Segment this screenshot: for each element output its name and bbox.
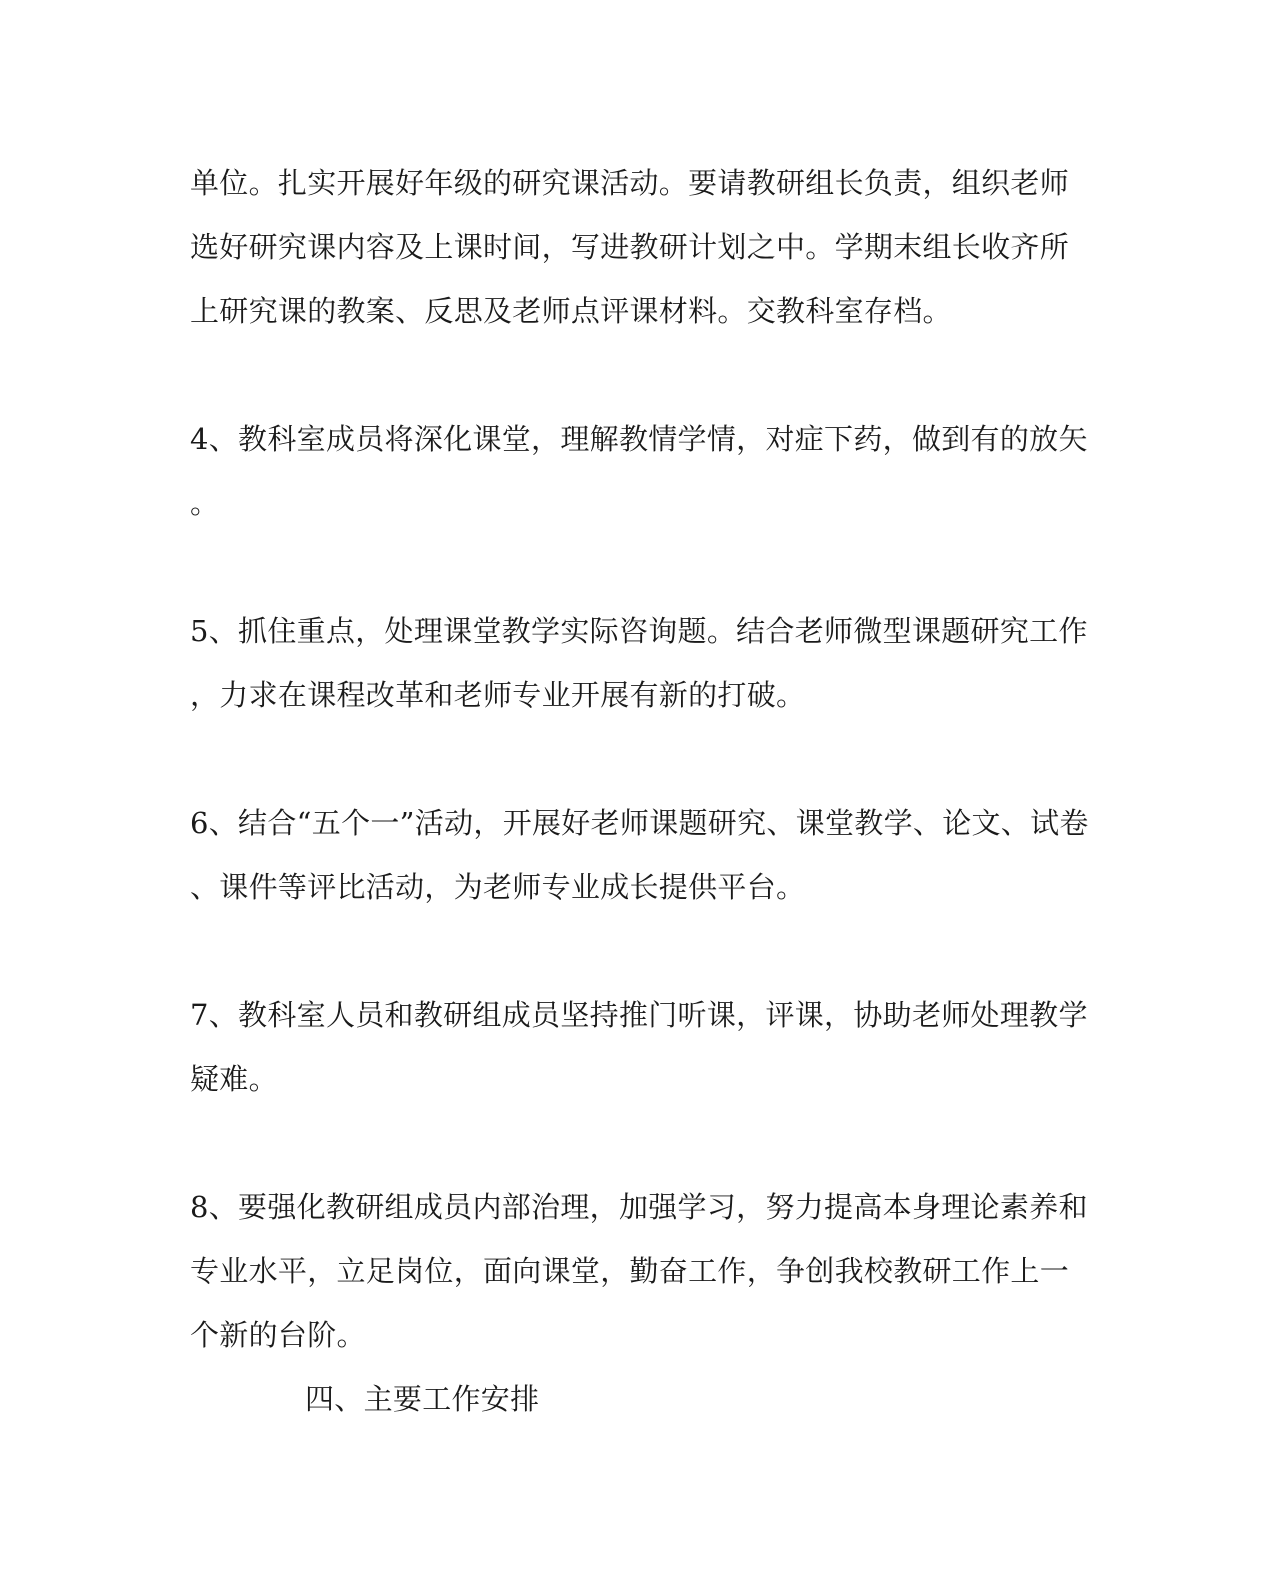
paragraph-7-line-1: 7、教科室人员和教研组成员坚持推门听课，评课，协助老师处理教学 <box>190 998 1088 1032</box>
section-heading: 四、主要工作安排 <box>305 1382 540 1416</box>
paragraph-5-line-2: ，力求在课程改革和老师专业开展有新的打破。 <box>190 678 806 712</box>
paragraph-6-line-2: 、课件等评比活动，为老师专业成长提供平台。 <box>190 870 806 904</box>
paragraph-4-line-2: 。 <box>190 486 220 520</box>
paragraph-1-line-3: 上研究课的教案、反思及老师点评课材料。交教科室存档。 <box>190 294 952 328</box>
paragraph-1-line-2: 选好研究课内容及上课时间，写进教研计划之中。学期末组长收齐所 <box>190 230 1070 264</box>
paragraph-7-line-2: 疑难。 <box>190 1062 278 1096</box>
paragraph-5-line-1: 5、抓住重点，处理课堂教学实际咨询题。结合老师微型课题研究工作 <box>190 614 1088 648</box>
paragraph-8-line-1: 8、要强化教研组成员内部治理，加强学习，努力提高本身理论素养和 <box>190 1190 1088 1224</box>
paragraph-8-line-3: 个新的台阶。 <box>190 1318 366 1352</box>
paragraph-1-line-1: 单位。扎实开展好年级的研究课活动。要请教研组长负责，组织老师 <box>190 166 1070 200</box>
paragraph-4-line-1: 4、教科室成员将深化课堂，理解教情学情，对症下药，做到有的放矢 <box>190 422 1088 456</box>
paragraph-8-line-2: 专业水平，立足岗位，面向课堂，勤奋工作，争创我校教研工作上一 <box>190 1254 1070 1288</box>
paragraph-6-line-1: 6、结合“五个一”活动，开展好老师课题研究、课堂教学、论文、试卷 <box>190 806 1089 840</box>
